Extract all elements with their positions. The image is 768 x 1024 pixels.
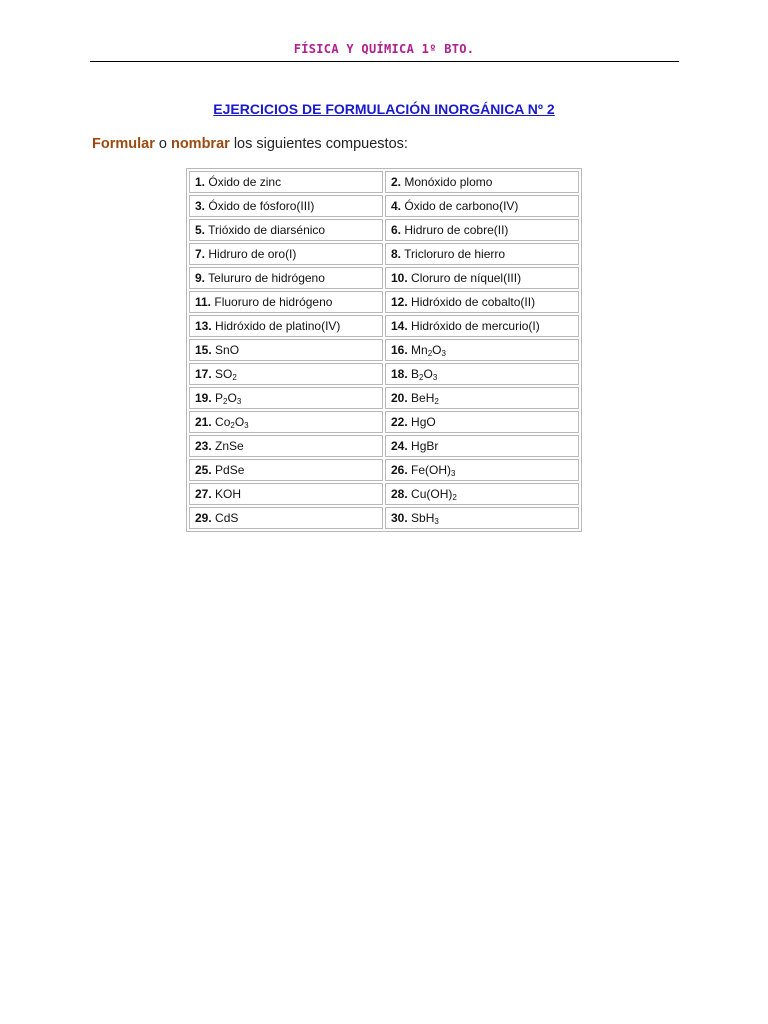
exercise-cell [189,363,383,385]
exercise-number: 13. [195,319,212,333]
exercise-number: 11. [195,295,212,309]
compound-text: HgBr [411,439,439,453]
table-row [189,219,579,241]
compound-text: Hidróxido de platino(IV) [215,319,341,333]
exercise-number: 25. [195,463,212,477]
exercise-number: 7. [195,247,206,261]
subscript: 3 [432,373,438,382]
table-row [189,459,579,481]
compound-text: SnO [215,343,240,357]
exercise-compound [411,463,455,477]
exercise-compound [411,367,437,381]
exercise-cell [385,507,579,529]
exercise-compound [208,175,281,189]
exercise-cell [189,387,383,409]
exercise-cell [385,243,579,265]
table-row [189,507,579,529]
exercise-compound [404,223,508,237]
subscript: 2 [419,373,424,382]
exercise-number: 24. [391,439,408,453]
table-row [189,315,579,337]
compound-text: Co [215,415,231,429]
table-row [189,363,579,385]
exercise-compound [411,415,436,429]
table-row [189,171,579,193]
table-row [189,243,579,265]
exercise-cell [189,267,383,289]
exercise-cell [385,435,579,457]
compound-text: Hidruro de cobre(II) [404,223,509,237]
instruction-formular: Formular [92,136,155,152]
compound-text: Hidróxido de mercurio(I) [411,319,540,333]
exercises-table-body [189,171,579,529]
compound-text: Fe(OH) [411,463,452,477]
exercise-cell [189,171,383,193]
table-row [189,291,579,313]
exercise-cell [189,195,383,217]
exercise-cell [189,315,383,337]
exercise-compound [215,439,244,453]
exercise-compound [404,199,518,213]
exercise-number: 30. [391,511,408,525]
compound-text: PdSe [215,463,245,477]
exercise-cell [385,171,579,193]
exercise-number: 15. [195,343,212,357]
exercise-number: 9. [195,271,206,285]
instruction-nombrar: nombrar [170,136,230,152]
exercise-number: 23. [195,439,212,453]
subscript: 2 [452,493,457,502]
exercise-cell [189,483,383,505]
exercise-compound [411,343,446,357]
table-row [189,435,579,457]
exercise-cell [189,291,383,313]
exercise-cell [385,339,579,361]
exercise-compound [215,487,241,501]
exercise-cell [189,435,383,457]
compound-text: ZnSe [215,439,244,453]
compound-text: O [423,367,433,381]
exercise-number: 8. [391,247,402,261]
exercise-number: 10. [391,271,408,285]
compound-text: Monóxido plomo [404,175,493,189]
exercise-compound [411,511,439,525]
exercise-cell [189,411,383,433]
exercise-number: 16. [391,343,408,357]
exercise-number: 2. [391,175,402,189]
compound-text: Telururo de hidrógeno [208,271,325,285]
exercise-compound [404,247,505,261]
exercise-number: 17. [195,367,212,381]
compound-text: Cloruro de níquel(III) [411,271,522,285]
header-divider [90,61,679,62]
exercise-number: 26. [391,463,408,477]
worksheet-title: EJERCICIOS DE FORMULACIÓN INORGÁNICA Nº 2 [213,101,555,117]
exercise-compound [215,391,241,405]
exercise-number: 3. [195,199,206,213]
exercise-cell [385,195,579,217]
exercise-compound [411,487,457,501]
exercise-cell [189,459,383,481]
compound-text: Trióxido de diarsénico [208,223,326,237]
compound-text: Fluoruro de hidrógeno [214,295,333,309]
exercise-cell [385,219,579,241]
exercise-compound [411,295,535,309]
subscript: 2 [232,373,237,382]
table-row [189,411,579,433]
exercise-compound [215,415,249,429]
exercise-cell [189,339,383,361]
exercise-compound [214,295,332,309]
exercises-table [186,168,582,532]
exercise-number: 6. [391,223,402,237]
page-header: FÍSICA Y QUÍMICA 1º BTO. [293,42,475,56]
exercise-number: 29. [195,511,212,525]
instruction-text [92,136,408,152]
exercise-cell [189,507,383,529]
exercise-compound [215,511,238,525]
table-row [189,267,579,289]
exercise-compound [208,199,314,213]
compound-text: Cu(OH) [411,487,453,501]
exercise-cell [385,315,579,337]
compound-text: Óxido de carbono(IV) [404,199,519,213]
exercise-compound [411,271,521,285]
exercise-cell [385,459,579,481]
exercise-compound [215,343,239,357]
exercise-cell [385,483,579,505]
subscript: 2 [230,421,235,430]
exercise-compound [215,367,237,381]
exercise-compound [208,247,296,261]
exercise-cell [385,411,579,433]
exercise-compound [411,319,540,333]
compound-text: Tricloruro de hierro [404,247,506,261]
exercise-compound [215,319,340,333]
exercise-number: 12. [391,295,408,309]
exercise-number: 4. [391,199,402,213]
exercise-number: 5. [195,223,206,237]
exercise-number: 27. [195,487,212,501]
exercise-cell [385,387,579,409]
exercise-cell [385,267,579,289]
instruction-connector: o [154,136,171,152]
subscript: 3 [236,397,242,406]
table-row [189,387,579,409]
compound-text: Óxido de fósforo(III) [208,199,315,213]
subscript: 3 [441,349,446,358]
exercise-cell [385,291,579,313]
exercise-number: 28. [391,487,408,501]
compound-text: CdS [215,511,239,525]
exercise-cell [189,243,383,265]
compound-text: Hidruro de oro(I) [208,247,297,261]
exercise-number: 21. [195,415,212,429]
compound-text: O [227,391,237,405]
exercise-compound [411,439,438,453]
exercise-cell [385,363,579,385]
subscript: 3 [451,469,456,478]
compound-text: P [215,391,224,405]
exercise-number: 22. [391,415,408,429]
compound-text: B [411,367,420,381]
compound-text: Mn [411,343,428,357]
exercise-number: 1. [195,175,206,189]
compound-text: SbH [411,511,435,525]
compound-text: KOH [215,487,242,501]
compound-text: HgO [411,415,436,429]
compound-text: O [234,415,245,429]
instruction-rest: los siguientes compuestos: [229,136,408,152]
exercise-compound [411,391,439,405]
exercise-compound [215,463,244,477]
exercise-number: 14. [391,319,408,333]
exercise-number: 20. [391,391,408,405]
compound-text: O [432,343,442,357]
compound-text: BeH [411,391,435,405]
table-row [189,339,579,361]
exercise-compound [208,271,325,285]
exercise-cell [189,219,383,241]
subscript: 2 [427,349,433,358]
exercise-number: 19. [195,391,212,405]
subscript: 3 [244,421,249,430]
compound-text: SO [215,367,233,381]
subscript: 3 [434,517,439,526]
subscript: 2 [223,397,228,406]
compound-text: Hidróxido de cobalto(II) [411,295,536,309]
exercise-number: 18. [391,367,408,381]
subscript: 2 [434,397,439,406]
compound-text: Óxido de zinc [208,175,282,189]
exercise-compound [404,175,492,189]
exercise-compound [208,223,325,237]
table-row [189,195,579,217]
table-row [189,483,579,505]
